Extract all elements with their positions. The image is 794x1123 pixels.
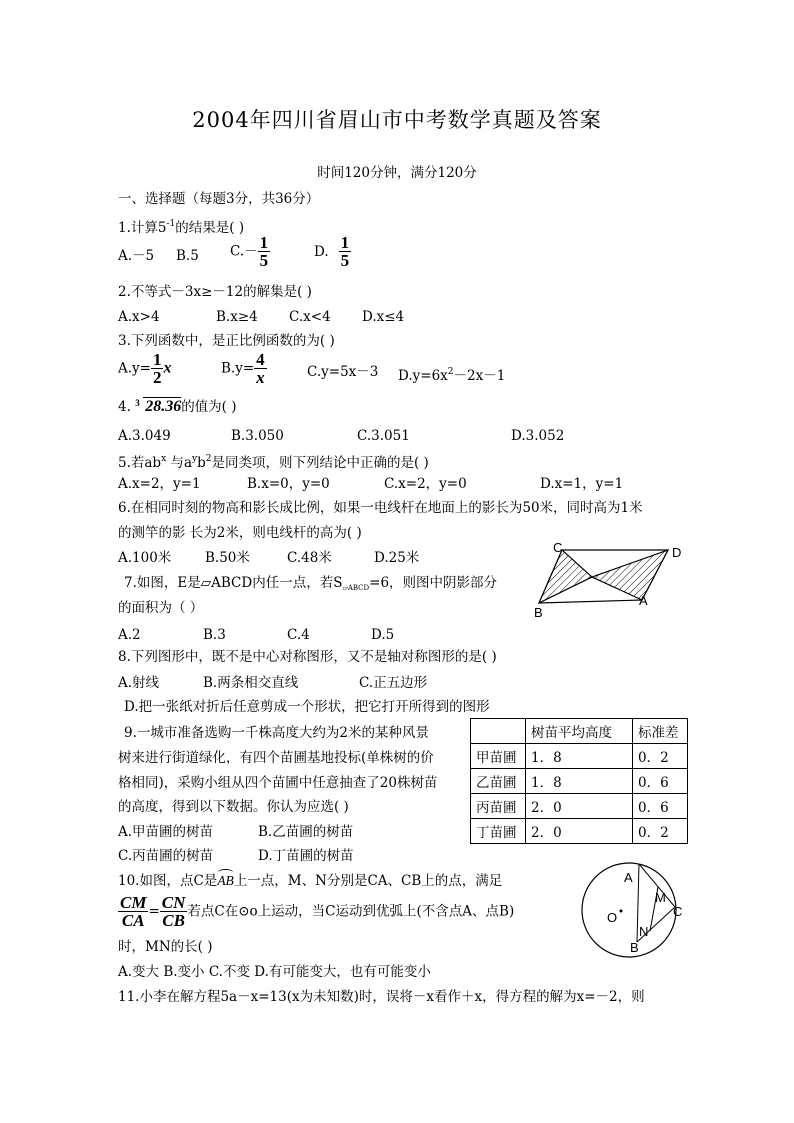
parallelogram-figure bbox=[520, 540, 690, 620]
q7-option-b: B.3 bbox=[203, 627, 226, 643]
table-cell: 1．8 bbox=[526, 769, 633, 794]
q8-option-d: D.把一张纸对折后任意剪成一个形状，把它打开所得到的图形 bbox=[124, 699, 490, 715]
q7-option-c: C.4 bbox=[287, 627, 310, 643]
q9-option-a: A.甲苗圃的树苗 bbox=[118, 824, 214, 840]
table-cell: 0．2 bbox=[633, 744, 688, 769]
question-2-stem: 2.不等式－3x≥－12的解集是( ) bbox=[118, 284, 312, 300]
question-1-stem: 1.计算$5^{-1}$的结果是( ) bbox=[118, 219, 245, 236]
label-n: N bbox=[639, 924, 649, 939]
table-header-cell: 树苗平均高度 bbox=[526, 719, 633, 744]
label-a: A bbox=[639, 593, 648, 608]
q1-option-a: A.－5 bbox=[118, 248, 155, 264]
table-header-row bbox=[471, 719, 688, 744]
table-cell: 丙苗圃 bbox=[471, 794, 526, 819]
table-header-cell: 标准差 bbox=[633, 719, 688, 744]
question-9-stem-line3: 格相同)，采购小组从四个苗圃中任意抽查了20株树苗 bbox=[118, 775, 438, 791]
page-title: 2004年四川省眉山市中考数学真题及答案 bbox=[192, 108, 602, 132]
question-4-stem: 4. 3 28.36的值为( ) bbox=[118, 398, 237, 415]
q4-option-d: D.3.052 bbox=[511, 428, 565, 444]
q6-option-d: D.25米 bbox=[374, 550, 420, 566]
q2-option-b: B.x≥4 bbox=[216, 309, 258, 325]
section-heading: 一、选择题（每题3分，共36分） bbox=[118, 191, 320, 207]
question-11-stem: 11.小李在解方程5a－x=13(x为未知数)时，误将－x看作＋x，得方程的解为x=－2，则 bbox=[118, 989, 645, 1005]
question-9-stem-line2: 树来进行街道绿化，有四个苗圃基地投标(单株树的价 bbox=[118, 750, 434, 766]
q6-option-c: C.48米 bbox=[287, 550, 332, 566]
q8-option-c: C.正五边形 bbox=[359, 675, 428, 691]
table-cell: 0．6 bbox=[633, 769, 688, 794]
label-d: D bbox=[672, 545, 682, 560]
q9-option-b: B.乙苗圃的树苗 bbox=[258, 824, 354, 840]
table-cell: 0．6 bbox=[633, 794, 688, 819]
q8-option-b: B.两条相交直线 bbox=[203, 675, 299, 691]
table-row bbox=[471, 819, 688, 844]
q10-options: A.变大 B.变小 C.不变 D.有可能变大，也有可能变小 bbox=[118, 964, 431, 980]
q8-option-a: A.射线 bbox=[118, 675, 160, 691]
label-b: B bbox=[534, 605, 543, 620]
nursery-data-table bbox=[470, 718, 688, 844]
q2-option-c: C.x<4 bbox=[289, 309, 331, 325]
table-cell: 乙苗圃 bbox=[471, 769, 526, 794]
arc-ab: AB bbox=[217, 873, 234, 888]
q5-option-b: B.x=0，y=0 bbox=[247, 476, 330, 492]
q6-option-a: A.100米 bbox=[118, 550, 172, 566]
q7-option-a: A.2 bbox=[118, 627, 141, 643]
exam-subtitle: 时间120分钟，满分120分 bbox=[317, 165, 477, 181]
q9-option-c: C.丙苗圃的树苗 bbox=[118, 848, 214, 864]
q2-option-a: A.x>4 bbox=[118, 309, 160, 325]
shaded-triangle-right bbox=[592, 550, 668, 600]
question-7-stem-line1: 7.如图，E是▱ABCD内任一点，若$S_{▱ABCD}=6$，则图中阴影部分 bbox=[124, 575, 498, 592]
question-10-stem-line3: 时，MN的长( ) bbox=[118, 939, 213, 955]
q3-option-b: B.y= $\frac{4}{x}$ bbox=[221, 350, 265, 387]
label-c: C bbox=[673, 904, 683, 919]
question-3-stem: 3.下列函数中，是正比例函数的为( ) bbox=[118, 333, 335, 349]
q3-option-d: $D.y=6x^2-2x-1$ bbox=[398, 367, 506, 384]
table-cell: 丁苗圃 bbox=[471, 819, 526, 844]
q3-option-c: C.y=5x－3 bbox=[307, 364, 379, 380]
label-b: B bbox=[630, 940, 639, 955]
label-a: A bbox=[624, 870, 633, 885]
circle-figure bbox=[573, 860, 688, 960]
q9-option-d: D.丁苗圃的树苗 bbox=[258, 848, 354, 864]
question-8-stem: 8.下列图形中，既不是中心对称图形，又不是轴对称图形的是( ) bbox=[118, 649, 497, 665]
question-10-stem-line2: $\frac{CM}{CA}$ = $\frac{CN}{CB}$ 若点C在⊙o上运动，当C运动到优弧上(不含点A、点B) bbox=[120, 893, 515, 930]
q4-option-b: B.3.050 bbox=[231, 428, 284, 444]
question-6-stem-line1: 6.在相同时刻的物高和影长成比例，如果一电线杆在地面上的影长为50米，同时高为1米 bbox=[118, 500, 643, 516]
question-9-stem-line4: 的高度，得到以下数据。你认为应选( ) bbox=[118, 799, 349, 815]
q5-option-d: D.x=1，y=1 bbox=[540, 476, 624, 492]
question-10-stem-line1: 10.如图，点C是AB上一点，M、N分别是CA、CB上的点，满足 bbox=[118, 873, 503, 889]
q4-option-c: C.3.051 bbox=[357, 428, 410, 444]
table-cell: 1．8 bbox=[526, 744, 633, 769]
table-row bbox=[471, 794, 688, 819]
cube-root: 3 28.36 bbox=[135, 398, 182, 415]
shaded-triangle-left bbox=[539, 550, 592, 603]
q5-option-a: A.x=2，y=1 bbox=[118, 476, 201, 492]
q7-option-d: D.5 bbox=[371, 627, 395, 643]
question-7-stem-line2: 的面积为（ ） bbox=[118, 600, 204, 616]
table-header-cell bbox=[471, 719, 526, 744]
table-cell: 0．2 bbox=[633, 819, 688, 844]
q1-option-c: C.－ $\frac{1}{5}$ bbox=[230, 233, 269, 270]
q6-option-b: B.50米 bbox=[205, 550, 250, 566]
label-m: M bbox=[655, 890, 666, 905]
table-row bbox=[471, 769, 688, 794]
q1-option-b: B.5 bbox=[176, 248, 199, 264]
question-6-stem-line2: 的测竿的影 长为2米，则电线杆的高为( ) bbox=[118, 525, 362, 541]
label-o: O bbox=[607, 910, 618, 925]
label-c: C bbox=[553, 540, 563, 555]
table-row bbox=[471, 744, 688, 769]
q3-option-a: A.y= $\frac{1}{2}$ x bbox=[118, 350, 172, 387]
q2-option-d: D.x≤4 bbox=[362, 309, 405, 325]
q5-option-c: C.x=2，y=0 bbox=[384, 476, 467, 492]
question-9-stem-line1: 9.一城市准备选购一千株高度大约为2米的某种风景 bbox=[124, 725, 429, 741]
table-cell: 2．0 bbox=[526, 819, 633, 844]
question-5-stem: 5.若$ab^x$ 与$a^yb^2$是同类项，则下列结论中正确的是( ) bbox=[118, 454, 429, 471]
table-cell: 2．0 bbox=[526, 794, 633, 819]
q1-option-d: D. $\frac{1}{5}$ bbox=[314, 233, 350, 270]
table-cell: 甲苗圃 bbox=[471, 744, 526, 769]
q4-option-a: A.3.049 bbox=[118, 428, 171, 444]
